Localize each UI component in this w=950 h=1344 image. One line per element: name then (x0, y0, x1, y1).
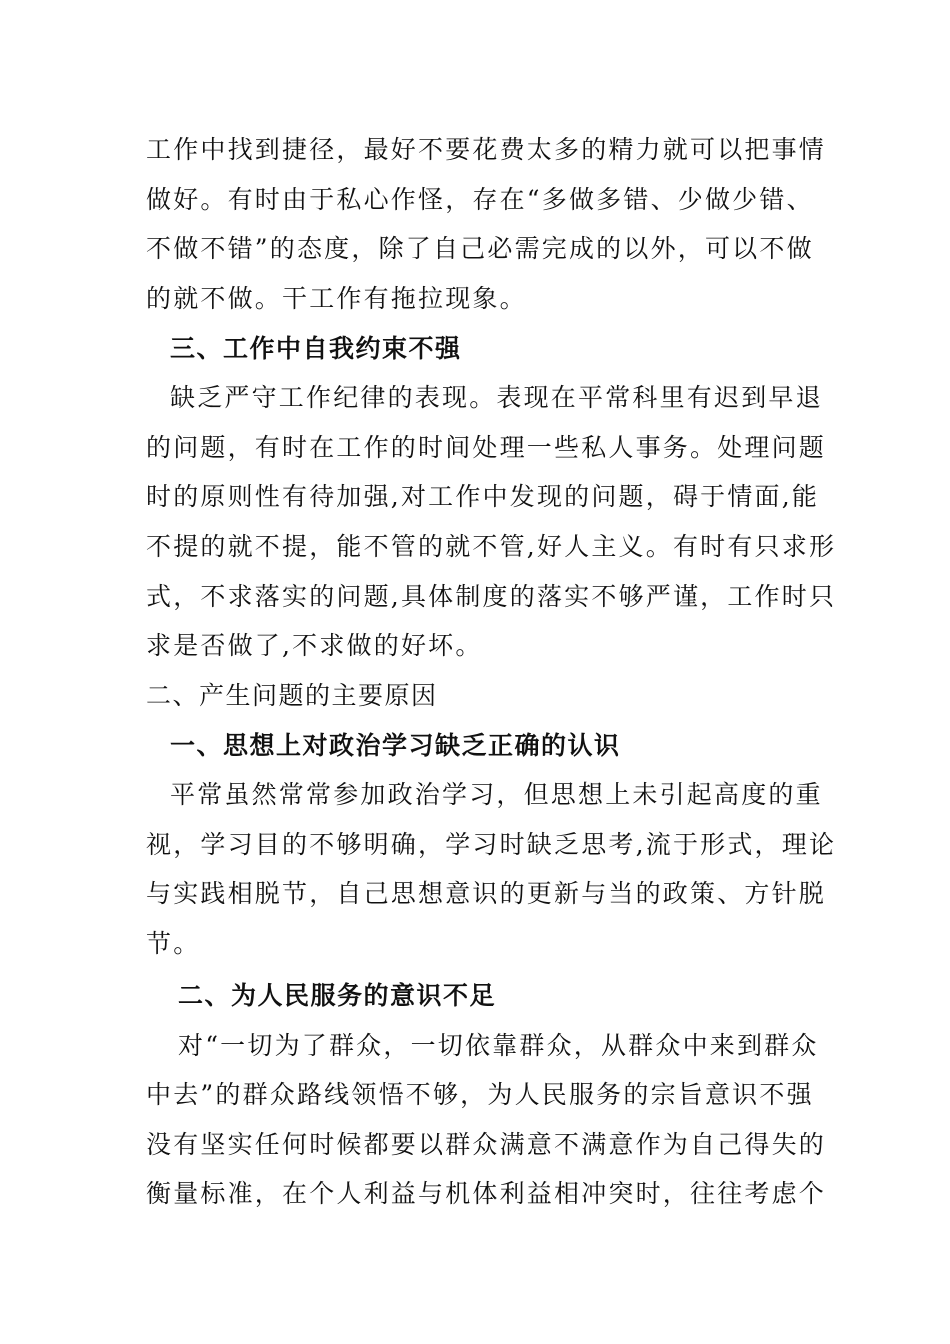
paragraph-line: 时的原则性有待加强,对工作中发现的问题，碍于情面,能 (146, 482, 820, 511)
section-heading: 二、为人民服务的意识不足 (178, 981, 497, 1010)
paragraph-line: 式，不求落实的问题,具体制度的落实不够严谨，工作时只 (146, 582, 837, 611)
paragraph-line: 缺乏严守工作纪律的表现。表现在平常科里有迟到早退 (170, 383, 823, 412)
section-heading: 一、思想上对政治学习缺乏正确的认识 (170, 731, 621, 760)
paragraph-line: 平常虽然常常参加政治学习，但思想上未引起高度的重 (170, 780, 823, 809)
section-heading: 三、工作中自我约束不强 (170, 334, 462, 363)
paragraph-line: 衡量标准，在个人利益与机体利益相冲突时，往往考虑个 (146, 1179, 827, 1208)
paragraph-line: 视，学习目的不够明确，学习时缺乏思考,流于形式，理论 (146, 830, 837, 859)
paragraph-line: 求是否做了,不求做的好坏。 (146, 631, 483, 660)
paragraph-line: 做好。有时由于私心作怪，存在“多做多错、少做少错、 (146, 185, 814, 214)
paragraph-line: 不提的就不提，能不管的就不管,好人主义。有时有只求形 (146, 532, 837, 561)
paragraph-line: 中去”的群众路线领悟不够，为人民服务的宗旨意识不强 (146, 1080, 814, 1109)
paragraph-line: 的就不做。干工作有拖拉现象。 (146, 284, 527, 313)
paragraph-line: 节。 (146, 929, 201, 958)
paragraph-line: 不做不错”的态度，除了自己必需完成的以外，可以不做 (146, 234, 814, 263)
paragraph-line: 的问题，有时在工作的时间处理一些私人事务。处理问题 (146, 433, 827, 462)
paragraph-line: 工作中找到捷径，最好不要花费太多的精力就可以把事情 (146, 135, 827, 164)
paragraph-line: 对“一切为了群众，一切依靠群众，从群众中来到群众 (178, 1031, 819, 1060)
chapter-heading: 二、产生问题的主要原因 (146, 681, 438, 710)
paragraph-line: 与实践相脱节，自己思想意识的更新与当的政策、方针脱 (146, 879, 827, 908)
paragraph-line: 没有坚实任何时候都要以群众满意不满意作为自己得失的 (146, 1130, 827, 1159)
